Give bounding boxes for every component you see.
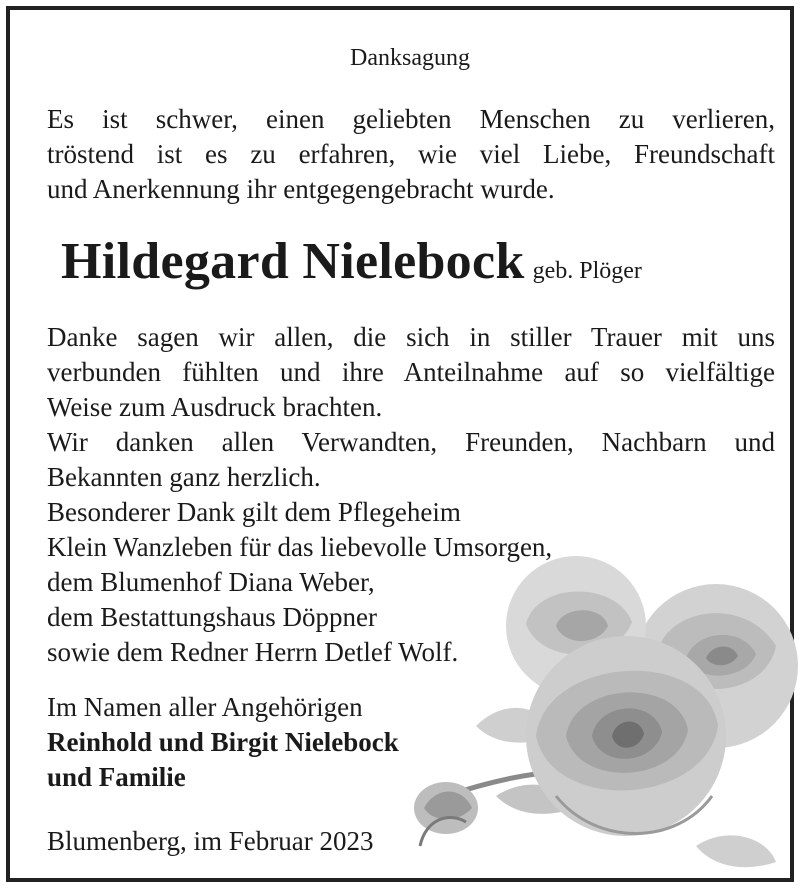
body-line: Danke sagen wir allen, die sich in stiller Trauer mit uns <box>47 322 775 352</box>
signoff-name: und Familie <box>47 762 186 792</box>
notice-heading: Danksagung <box>350 45 470 71</box>
deceased-name: Hildegard Nielebock <box>61 233 525 290</box>
deceased-name-row <box>61 232 781 301</box>
body-line: Wir danken allen Verwandten, Freunden, Nachbarn und <box>47 427 775 457</box>
body-line: dem Bestattungshaus Döppner <box>47 602 377 632</box>
signoff-block <box>47 690 547 795</box>
intro-line: und Anerkennung ihr entgegengebracht wurde. <box>47 174 555 204</box>
thanks-paragraph <box>47 320 775 670</box>
body-line: sowie dem Redner Herrn Detlef Wolf. <box>47 637 459 667</box>
body-line: dem Blumenhof Diana Weber, <box>47 567 375 597</box>
body-line: Bekannten ganz herzlich. <box>47 462 321 492</box>
body-line: verbunden fühlten und ihre Anteilnahme auf so vielfältige <box>47 357 775 387</box>
body-line: Weise zum Ausdruck brachten. <box>47 392 383 422</box>
body-line: Klein Wanzleben für das liebevolle Umsorgen, <box>47 532 553 562</box>
intro-paragraph <box>47 102 775 207</box>
intro-line: tröstend ist es zu erfahren, wie viel Liebe, Freundschaft <box>47 139 775 169</box>
notice-frame <box>6 6 794 882</box>
body-line: Besonderer Dank gilt dem Pflegeheim <box>47 497 461 527</box>
maiden-name: geb. Plöger <box>532 258 642 284</box>
place-date: Blumenberg, im Februar 2023 <box>47 826 374 856</box>
signoff-name: Reinhold und Birgit Nielebock <box>47 727 399 757</box>
intro-line: Es ist schwer, einen geliebten Menschen zu verlieren, <box>47 104 775 134</box>
signoff-intro: Im Namen aller Angehörigen <box>47 692 363 722</box>
